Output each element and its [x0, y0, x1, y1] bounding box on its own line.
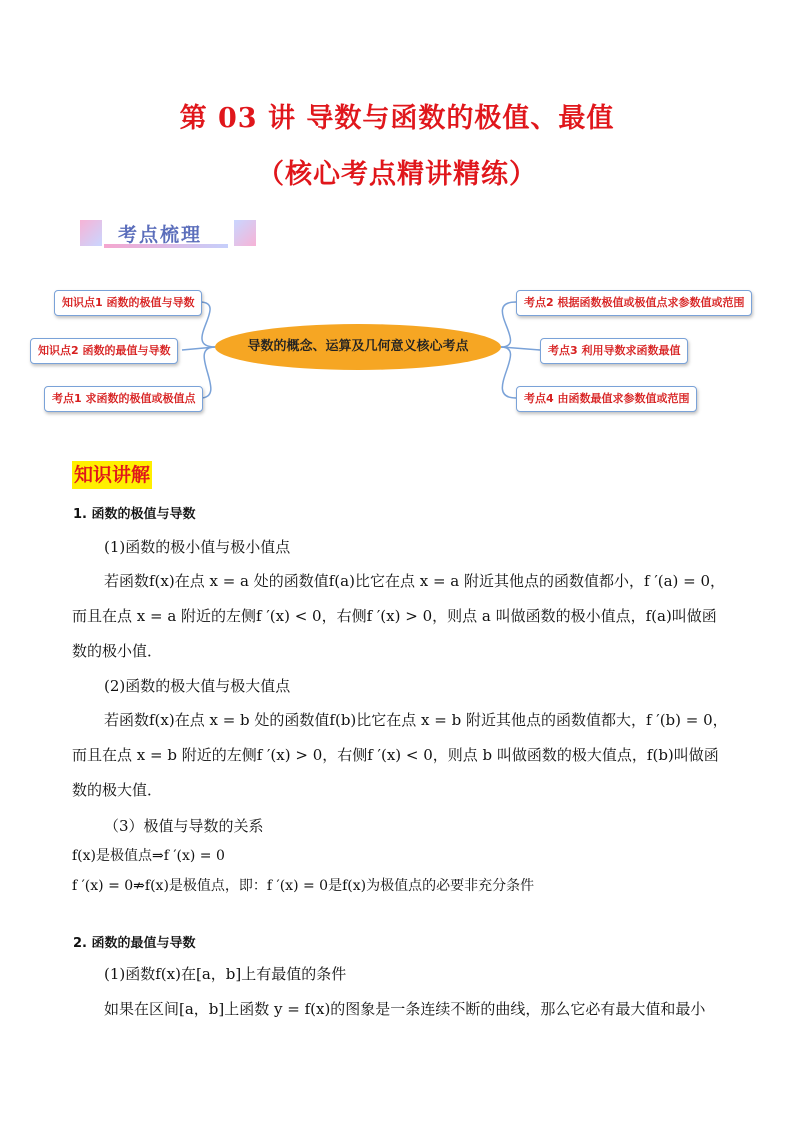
heading-2: 2. 函数的最值与导数 — [73, 936, 196, 951]
mind-map — [0, 280, 794, 420]
paragraph-1b: 而且在点 x = a 附近的左侧f ′(x) < 0，右侧f ′(x) > 0，则点 a 叫做函数的极小值点，f(a)叫做函 — [72, 607, 717, 625]
badge-label: 考点梳理 — [118, 224, 203, 246]
paragraph-2b: 而且在点 x = b 附近的左侧f ′(x) > 0，右侧f ′(x) < 0，则点 b 叫做函数的极大值点，f(b)叫做函 — [72, 746, 719, 764]
section-badge — [80, 216, 258, 250]
paragraph-1a: 若函数f(x)在点 x = a 处的函数值f(a)比它在点 x = a 附近其他点的函数值都小，f ′(a) = 0， — [104, 572, 726, 590]
mindmap-node-topic-2: 考点2 根据函数极值或极值点求参数值或范围 — [516, 290, 752, 316]
paragraph-2c: 数的极大值． — [72, 781, 163, 799]
paragraph-2a: 若函数f(x)在点 x = b 处的函数值f(b)比它在点 x = b 附近其他点的函数值都大，f ′(b) = 0， — [104, 711, 728, 729]
subheading-2: (2)函数的极大值与极大值点 — [104, 677, 291, 695]
paragraph-4a: 如果在区间[a，b]上函数 y = f(x)的图象是一条连续不断的曲线，那么它必有最大值和最小 — [104, 1000, 706, 1018]
mindmap-node-topic-4: 考点4 由函数最值求参数值或范围 — [516, 386, 697, 412]
badge-right-decoration — [234, 220, 256, 246]
mindmap-node-topic-3: 考点3 利用导数求函数最值 — [540, 338, 688, 364]
badge-left-decoration — [80, 220, 102, 246]
document-title: 第 03 讲 导数与函数的极值、最值 — [179, 103, 615, 134]
mindmap-node-knowledge-2: 知识点2 函数的最值与导数 — [30, 338, 178, 364]
document-subtitle: （核心考点精讲精练） — [257, 159, 537, 190]
subheading-3: （3）极值与导数的关系 — [104, 817, 264, 835]
relation-line-1: f(x)是极值点⇒f ′(x) = 0 — [72, 848, 225, 864]
subheading-4: (1)函数f(x)在[a，b]上有最值的条件 — [104, 965, 347, 983]
heading-1: 1. 函数的极值与导数 — [73, 507, 196, 522]
mindmap-node-knowledge-1: 知识点1 函数的极值与导数 — [54, 290, 202, 316]
paragraph-1c: 数的极小值． — [72, 642, 163, 660]
relation-line-2: f ′(x) = 0⇏f(x)是极值点，即：f ′(x) = 0是f(x)为极值点的必要非充分条件 — [72, 878, 535, 894]
section-label: 知识讲解 — [72, 461, 152, 489]
subheading-1: (1)函数的极小值与极小值点 — [104, 538, 291, 556]
mindmap-center: 导数的概念、运算及几何意义核心考点 — [215, 324, 501, 370]
mindmap-node-topic-1: 考点1 求函数的极值或极值点 — [44, 386, 203, 412]
